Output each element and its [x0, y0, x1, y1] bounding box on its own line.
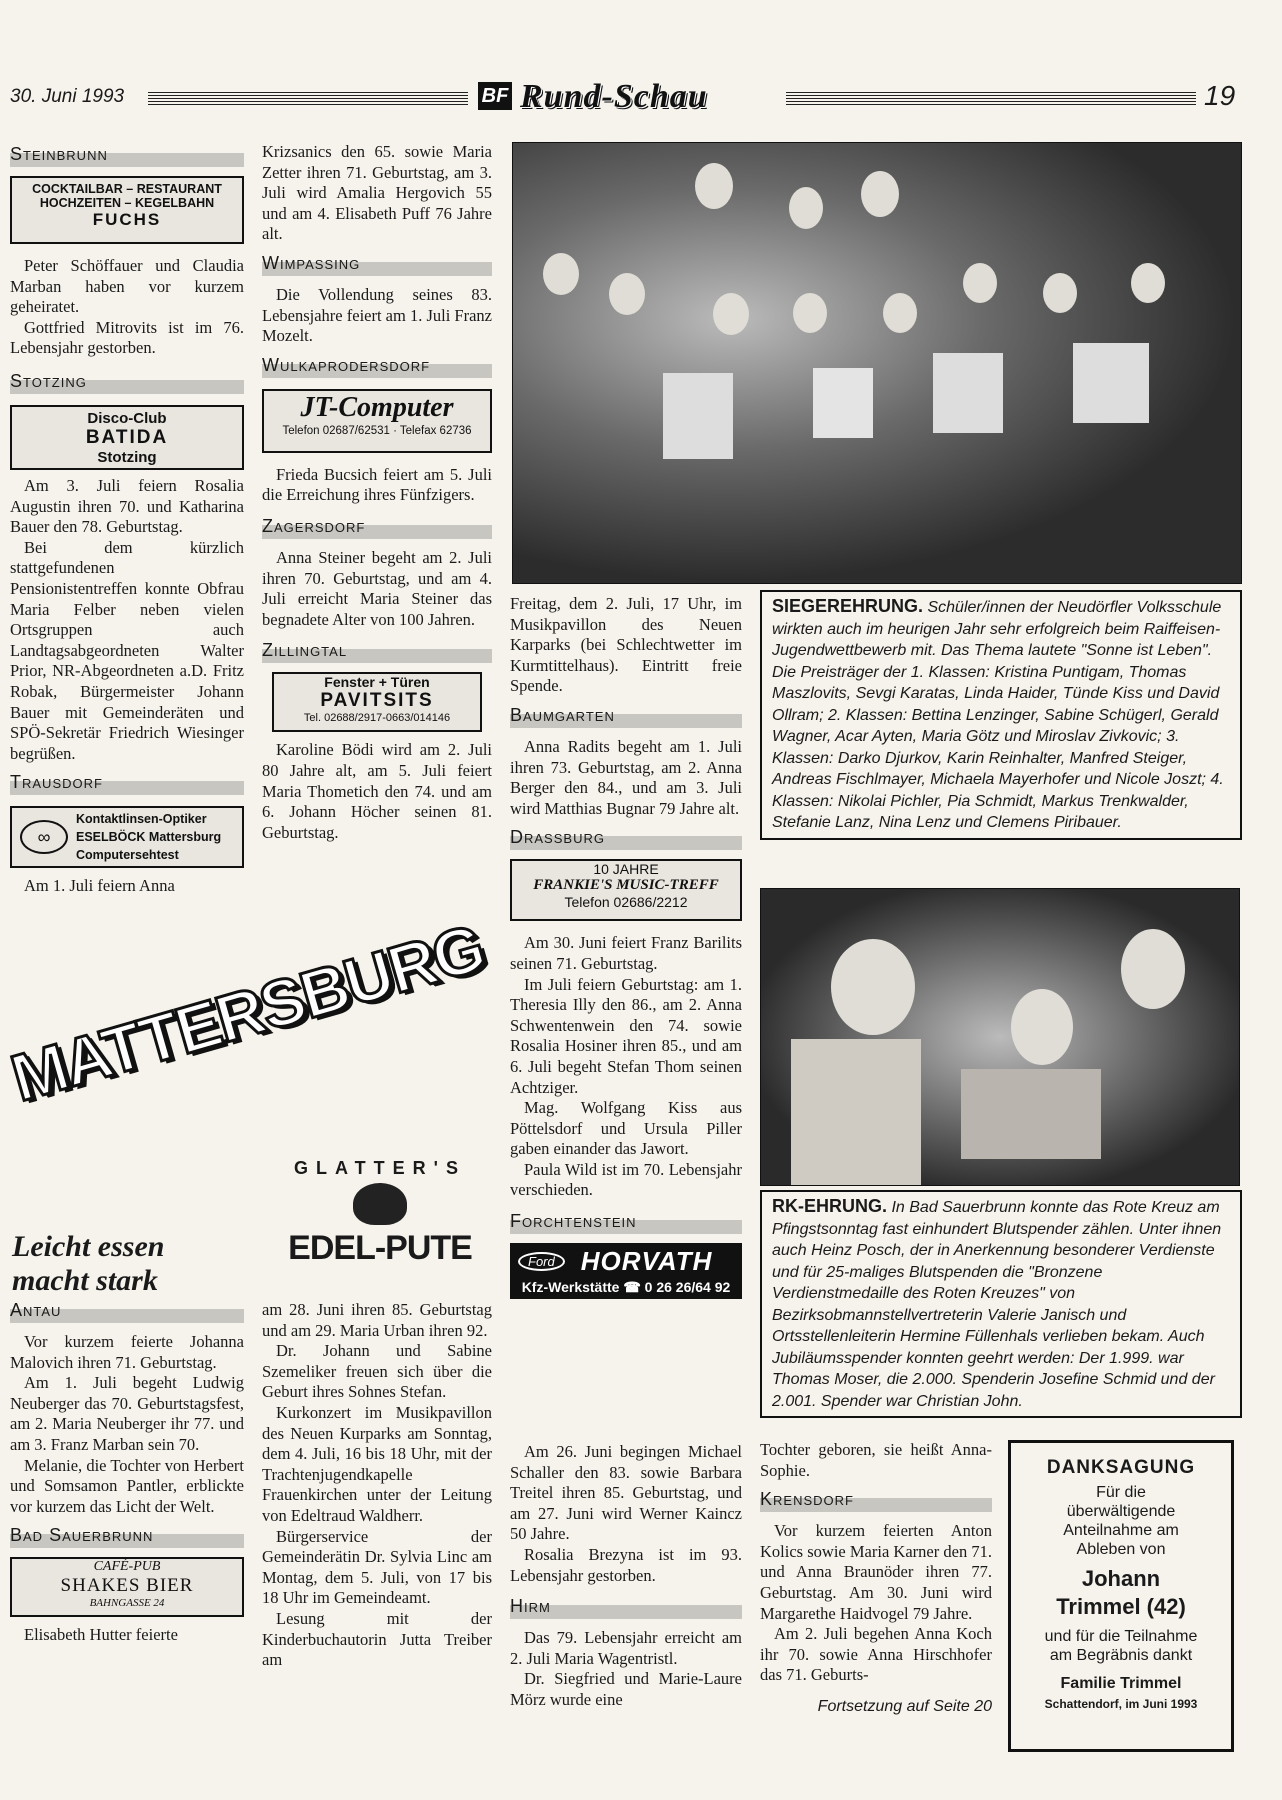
- mattersburg-banner: [3, 909, 492, 1162]
- heading-drassburg: Drassburg: [510, 827, 742, 851]
- heading-antau: Antau: [10, 1300, 244, 1324]
- heading-zillingtal: Zillingtal: [262, 640, 492, 664]
- antau-text-3: Melanie, die Tochter von Herbert und Somsamon Pantler, erblickte vor kurzem das Licht der Welt.: [10, 1455, 244, 1516]
- heading-stotzing: Stotzing: [10, 371, 244, 395]
- hirm-text-1: Das 79. Lebensjahr erreicht am 2. Juli Maria Wagentristl.: [510, 1628, 742, 1668]
- photo-siegerehrung: [512, 142, 1242, 584]
- heading-krensdorf: Krensdorf: [760, 1489, 992, 1513]
- ad-horvath: Ford HORVATH Kfz-Werkstätte ☎ 0 26 26/64 92: [510, 1243, 742, 1299]
- continued-note: Fortsetzung auf Seite 20: [817, 1697, 992, 1715]
- heading-wulkaprodersdorf: Wulkaprodersdorf: [262, 355, 492, 379]
- col2-bottom-text-1: am 28. Juni ihren 85. Geburtstag und am 29. Maria Urban ihren 92.: [262, 1300, 492, 1340]
- col2-bottom-text-3: Kurkonzert im Musikpavillon des Neuen Kurparks am Sonntag, dem 4. Juli, 16 bis 18 Uhr, mit der Trachtenjugendkapelle Frauenkirchen unter der Leitung von Edeltraud Waldherr.: [262, 1402, 492, 1525]
- steinbrunn-text-2: Gottfried Mitrovits ist im 76. Lebensjahr gestorben.: [10, 317, 244, 358]
- issue-date: 30. Juni 1993: [10, 86, 125, 107]
- column-1-top: [10, 140, 244, 897]
- baumgarten-text: Anna Radits begeht am 1. Juli ihren 73. Geburtstag, am 2. Anna Berger den 84., und am 3. Juli wird Matthias Bugnar 79 Jahre alt.: [510, 736, 742, 818]
- ad-batida: Disco-Club BATIDA Stotzing: [10, 405, 244, 470]
- caption-rk-ehrung: RK-EHRUNG. In Bad Sauerbrunn konnte das Rote Kreuz am Pfingstsonntag fast einhundert Blutspender zählen. Unter ihnen auch Heinz Posch, der in Anerkennung besonderer Verdienste und für 25-maliges Blutspenden die "Bronzene Verdienstmedaille des Roten Kreuzes" von Bezirksobmannstellvertreterin Valerie Janisch und Ortsstellenleiterin Hermine Füllenhals verlieben bekam. Auch Jubiläumsspender konnten geehrt werden: Der 1.999. war Thomas Moser, die 2.000. Spenderin Josefine Schmid und der 2.001. Spender war Christian John.: [760, 1190, 1242, 1418]
- drassburg-text-1: Am 30. Juni feiert Franz Barilits seinen 71. Geburtstag.: [510, 933, 742, 973]
- column-3-bottom: [510, 1442, 742, 1711]
- heading-zagersdorf: Zagersdorf: [262, 516, 492, 540]
- krensdorf-text-1: Vor kurzem feierten Anton Kolics sowie Maria Karner den 71. und Anna Braunöder ihren 77. Geburtstag. Am 30. Juni wird Margarethe Haidvogel 79 Jahre.: [760, 1521, 992, 1623]
- wulkaprodersdorf-text: Frieda Bucsich feiert am 5. Juli die Erreichung ihres Fünfzigers.: [262, 464, 492, 505]
- column-2-bottom: [262, 1300, 492, 1671]
- steinbrunn-text-1: Peter Schöffauer und Claudia Marban haben vor kurzem geheiratet.: [10, 256, 244, 317]
- phone-icon: ☎: [623, 1279, 645, 1296]
- forchtenstein-text-1: Am 26. Juni begingen Michael Schaller den 83. sowie Barbara Treitel ihren 85. Geburtstag, und am 27. Juni wird Werner Kaincz 50 Jahre.: [510, 1442, 742, 1544]
- ad-frankies: 10 JAHRE FRANKIE'S MUSIC-TREFF Telefon 02686/2212: [510, 859, 742, 921]
- slogan: Leicht essen macht stark: [12, 1230, 165, 1297]
- caption-siegerehrung-head: SIEGEREHRUNG.: [772, 596, 924, 616]
- drassburg-text-4: Paula Wild ist im 70. Lebensjahr verschieden.: [510, 1159, 742, 1200]
- forchtenstein-text-2: Rosalia Brezyna ist im 93. Lebensjahr gestorben.: [510, 1544, 742, 1585]
- hirm-text-2: Dr. Siegfried und Marie-Laure Mörz wurde eine: [510, 1669, 742, 1709]
- glasses-icon: ∞: [20, 820, 68, 854]
- ad-fuchs: COCKTAILBAR – RESTAURANT HOCHZEITEN – KEGELBAHN FUCHS: [10, 176, 244, 244]
- antau-text-2: Am 1. Juli begeht Ludwig Neuberger das 70. Geburtstagsfest, am 2. Maria Neuberger ihr 77. und am 3. Franz Marban sein 70.: [10, 1373, 244, 1454]
- col2-continued-text: Krizsanics den 65. sowie Maria Zetter ihren 71. Geburtstag, am 3. Juli wird Amalia Hergovich 55 und am 4. Elisabeth Puff 76 Jahre alt.: [262, 142, 492, 244]
- col2-bottom-text-4: Bürgerservice der Gemeinderätin Dr. Sylvia Linc am Montag, dem 5. Juli, von 17 bis 18 Uhr im Gemeindeamt.: [262, 1526, 492, 1608]
- column-1-bottom: [10, 1296, 244, 1646]
- heading-trausdorf: Trausdorf: [10, 772, 244, 796]
- antau-text-1: Vor kurzem feierte Johanna Malovich ihren 71. Geburtstag.: [10, 1332, 244, 1372]
- glatters-logo: GLATTER'S EDEL-PUTE: [288, 1158, 472, 1267]
- ad-pavitsits: Fenster + Türen PAVITSITS Tel. 02688/2917-0663/014146: [272, 672, 482, 732]
- heading-forchtenstein: Forchtenstein: [510, 1211, 742, 1235]
- col4-text-1: Tochter geboren, sie heißt Anna-Sophie.: [760, 1440, 992, 1480]
- newspaper-logo: BF: [478, 82, 512, 110]
- heading-bad-sauerbrunn: Bad Sauerbrunn: [10, 1525, 244, 1549]
- zagersdorf-text: Anna Steiner begeht am 2. Juli ihren 70. Geburtstag, und am 4. Juli erreicht Maria Steiner das begnadete Alter von 100 Jahren.: [262, 547, 492, 629]
- column-4-bottom: [760, 1440, 992, 1716]
- drassburg-text-2: Im Juli feiern Geburtstag: am 1. Theresia Illy den 86., am 2. Anna Schwentenwein den 74. sowie Rosalia Hosiner ihren 85., und am 6. Juli begeht Stefan Thom seinen Achtziger.: [510, 974, 742, 1097]
- column-3-top: [510, 594, 742, 1299]
- col3-continued-text: Freitag, dem 2. Juli, 17 Uhr, im Musikpavillon des Neuen Karparks (bei Schlechtwetter im Kurmtittelhaus). Eintritt freie Spende.: [510, 594, 742, 696]
- heading-steinbrunn: Steinbrunn: [10, 144, 244, 168]
- photo-rk-ehrung: [760, 888, 1240, 1186]
- caption-rk-ehrung-head: RK-EHRUNG.: [772, 1196, 887, 1216]
- wimpassing-text: Die Vollendung seines 83. Lebensjahre feiert am 1. Juli Franz Mozelt.: [262, 284, 492, 346]
- masthead-rule-right: [786, 91, 1196, 105]
- heading-hirm: Hirm: [510, 1596, 742, 1620]
- trausdorf-text-1: Am 1. Juli feiern Anna: [24, 876, 175, 896]
- stotzing-text-2: Bei dem kürzlich stattgefundenen Pensionistentreffen konnte Obfrau Maria Felber neben vielen Ortsgruppen auch Landtagsabgeordneten Walter Prior, NR-Abgeordneten a.D. Fritz Robak, Bürgermeister Johann Bauer mit Gemeinderäten und SPÖ-Sekretär Friedrich Wiesinger begrüßen.: [10, 537, 244, 763]
- column-2-top: [262, 142, 492, 843]
- heading-baumgarten: Baumgarten: [510, 705, 742, 729]
- stotzing-text-1: Am 3. Juli feiern Rosalia Augustin ihren 70. und Katharina Bauer den 78. Geburtstag.: [10, 475, 244, 537]
- caption-siegerehrung: SIEGEREHRUNG. Schüler/innen der Neudörfler Volksschule wirkten auch im heurigen Jahr sehr erfolgreich beim Raiffeisen-Jugendwettbewerb mit. Das Thema lautete "Sonne ist Leben". Die Preisträger der 1. Klassen: Kristina Puntigam, Thomas Maszlovits, Sevgi Karatas, Linda Haider, Tünde Kiss und David Ollram; 2. Klassen: Bettina Lenzinger, Sabine Schügerl, Gerald Wagner, Acar Ayten, Maria Götz und Miroslav Zivkovic; 3. Klassen: Darko Djurkov, Karin Reinhalter, Manfred Steiger, Andreas Fischlmayer, Michaela Mayerhofer und Nicole Joszt; 4. Klassen: Nikolai Pichler, Pia Schmidt, Markus Trenkwalder, Stefanie Lanz, Nina Lenz und Clemens Piribauer.: [760, 590, 1242, 840]
- danksagung-notice: DANKSAGUNG Für die überwältigende Anteilnahme am Ableben von Johann Trimmel (42) und für die Teilnahme am Begräbnis dankt Familie Trimmel Schattendorf, im Juni 1993: [1008, 1440, 1234, 1752]
- bad-sauerbrunn-text: Elisabeth Hutter feierte: [24, 1625, 178, 1645]
- krensdorf-text-2: Am 2. Juli begehen Anna Koch ihr 70. sowie Anna Hirschhofer das 71. Geburts-: [760, 1624, 992, 1685]
- heading-wimpassing: Wimpassing: [262, 253, 492, 277]
- col2-bottom-text-5: Lesung mit der Kinderbuchautorin Jutta Treiber am: [262, 1608, 492, 1670]
- ad-shakes-bier: CAFÉ-PUB SHAKES BIER BAHNGASSE 24: [10, 1557, 244, 1617]
- masthead-rule-left: [148, 91, 468, 105]
- col2-bottom-text-2: Dr. Johann und Sabine Szemeliker freuen sich über die Geburt ihres Sohnes Stefan.: [262, 1341, 492, 1402]
- ad-jt-computer: JT-Computer Telefon 02687/62531 · Telefax 62736: [262, 389, 492, 453]
- zillingtal-text: Karoline Bödi wird am 2. Juli 80 Jahre alt, am 5. Juli feiert Maria Thometich den 74. und am 6. Johann Höcher seinen 81. Geburtstag.: [262, 740, 492, 842]
- drassburg-text-3: Mag. Wolfgang Kiss aus Pöttelsdorf und Ursula Piller gaben einander das Jawort.: [510, 1098, 742, 1159]
- turkey-icon: [353, 1183, 407, 1225]
- ad-eselboeck: ∞ Kontaktlinsen-Optiker ESELBÖCK Mattersburg Computersehtest: [10, 806, 244, 868]
- mattersburg-title: MATTERSBURG: [3, 909, 492, 1116]
- section-title: Rund-Schau: [520, 78, 708, 115]
- page-number: 19: [1204, 80, 1236, 111]
